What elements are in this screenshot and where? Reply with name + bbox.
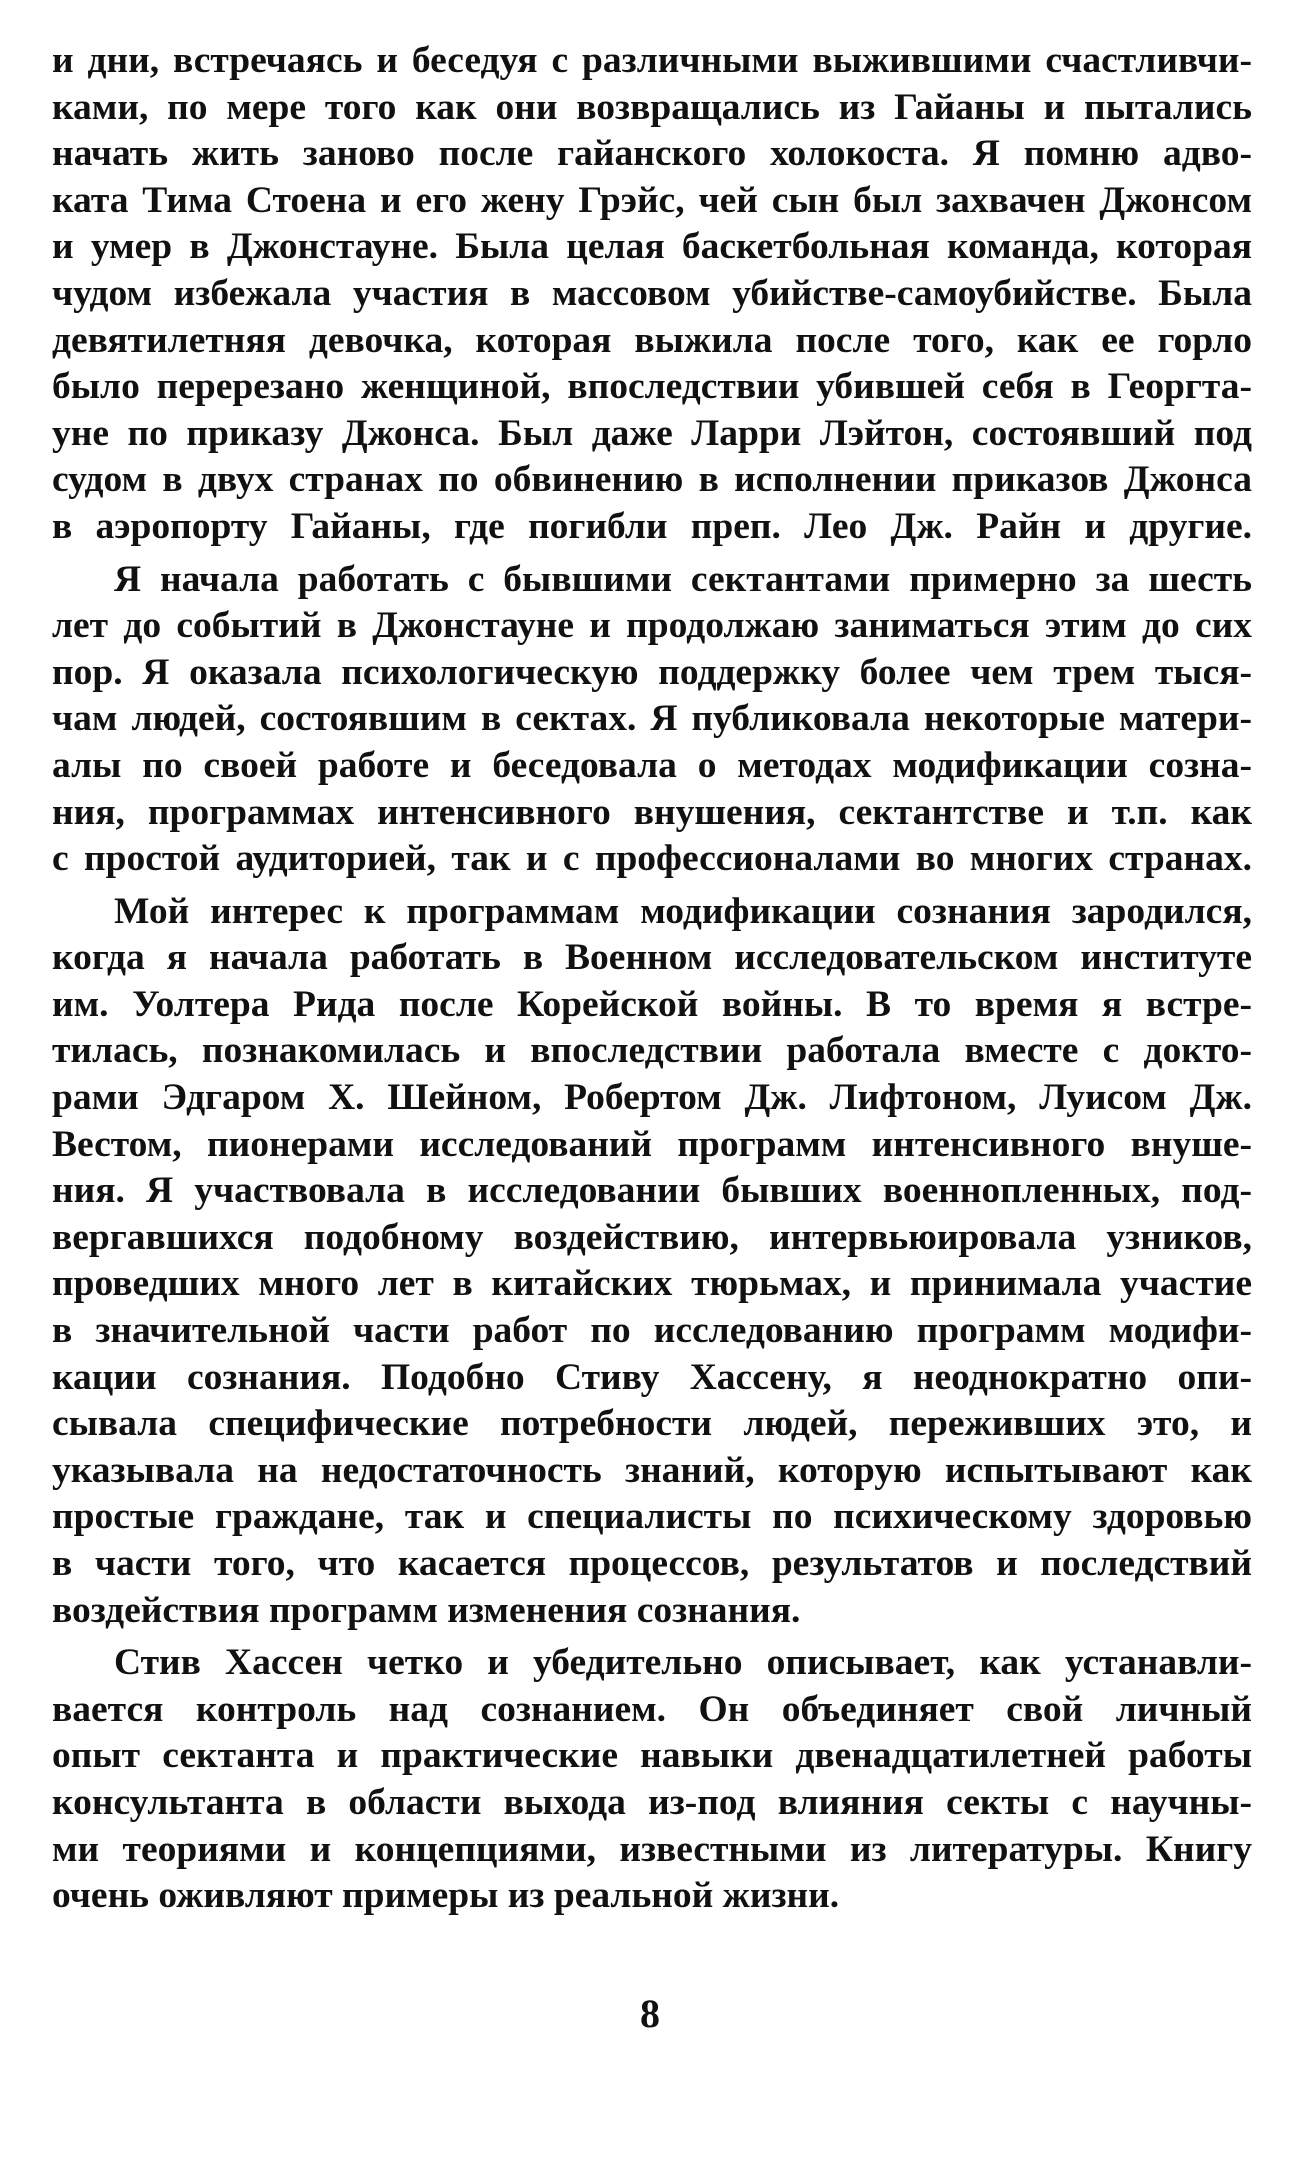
text-line: и умер в Джонстауне. Была целая баскетбольная команда, которая	[52, 226, 1252, 268]
text-line: Вестом, пионерами исследований программ интенсивного внуше-	[52, 1123, 1252, 1165]
text-line: пор. Я оказала психологическую поддержку более чем трем тыся-	[52, 651, 1252, 693]
paragraph-3	[52, 889, 1252, 1635]
text-line: с простой аудиторией, так и с профессионалами во многих странах.	[52, 838, 1252, 880]
text-line: рами Эдгаром Х. Шейном, Робертом Дж. Лифтоном, Луисом Дж.	[52, 1077, 1252, 1119]
text-line: было перерезано женщиной, впоследствии убившей себя в Георгта-	[52, 366, 1252, 408]
text-line: вергавшихся подобному воздействию, интервьюировала узников,	[52, 1216, 1252, 1258]
text-line: опыт сектанта и практические навыки двенадцатилетней работы	[52, 1735, 1252, 1777]
text-line: ми теориями и концепциями, известными из литературы. Книгу	[52, 1828, 1252, 1870]
text-line: уне по приказу Джонса. Был даже Ларри Лэйтон, состоявший под	[52, 412, 1252, 454]
text-line: вается контроль над сознанием. Он объединяет свой личный	[52, 1688, 1252, 1730]
text-line: в части того, что касается процессов, результатов и последствий	[52, 1543, 1252, 1584]
text-line: сывала специфические потребности людей, переживших это, и	[52, 1403, 1252, 1445]
text-line: консультанта в области выхода из-под влияния секты с научны-	[52, 1781, 1252, 1823]
page-number: 8	[640, 1991, 660, 2036]
text-line: в значительной части работ по исследованию программ модифи-	[52, 1310, 1252, 1352]
text-line: чудом избежала участия в массовом убийстве-самоубийстве. Была	[52, 272, 1252, 314]
text-line: Стив Хассен четко и убедительно описывает, как устанавли-	[114, 1642, 1252, 1684]
text-line: воздействия программ изменения сознания.	[52, 1589, 801, 1631]
text-line: ката Тима Стоена и его жену Грэйс, чей сын был захвачен Джонсом	[52, 179, 1252, 221]
text-line: ния, программах интенсивного внушения, сектантстве и т.п. как	[52, 791, 1252, 833]
text-line: лет до событий в Джонстауне и продолжаю заниматься этим до сих	[52, 605, 1252, 647]
text-line: простые граждане, так и специалисты по психическому здоровью	[52, 1496, 1252, 1538]
paragraph-2	[52, 557, 1252, 883]
text-line: когда я начала работать в Военном исследовательском институте	[52, 937, 1252, 979]
paragraph-1	[52, 38, 1252, 551]
text-line: ками, по мере того как они возвращались из Гайаны и пытались	[52, 86, 1252, 128]
text-line: алы по своей работе и беседовала о методах модификации созна-	[52, 744, 1252, 786]
text-line: ния. Я участвовала в исследовании бывших военнопленных, под-	[52, 1170, 1252, 1212]
text-line: тилась, познакомилась и впоследствии работала вместе с докто-	[52, 1030, 1252, 1072]
text-line: кации сознания. Подобно Стиву Хассену, я неоднократно опи-	[52, 1356, 1252, 1398]
paragraph-4	[52, 1640, 1252, 1920]
text-line: в аэропорту Гайаны, где погибли преп. Лео Дж. Райн и другие.	[52, 505, 1252, 547]
text-line: и дни, встречаясь и беседуя с различными выжившими счастливчи-	[52, 40, 1252, 81]
body-text	[52, 38, 1252, 1920]
text-line: чам людей, состоявшим в сектах. Я публиковала некоторые матери-	[52, 698, 1252, 740]
text-line: судом в двух странах по обвинению в исполнении приказов Джонса	[52, 459, 1252, 501]
text-line: очень оживляют примеры из реальной жизни.	[52, 1875, 840, 1917]
text-line: начать жить заново после гайанского холокоста. Я помню адво-	[52, 133, 1252, 175]
text-line: Я начала работать с бывшими сектантами примерно за шесть	[114, 558, 1252, 600]
text-line: указывала на недостаточность знаний, которую испытывают как	[52, 1449, 1252, 1491]
text-line: проведших много лет в китайских тюрьмах, и принимала участие	[52, 1263, 1252, 1305]
text-line: им. Уолтера Рида после Корейской войны. В то время я встре-	[52, 983, 1252, 1025]
text-line: девятилетняя девочка, которая выжила после того, как ее горло	[52, 319, 1252, 361]
text-line: Мой интерес к программам модификации сознания зародился,	[114, 890, 1252, 932]
